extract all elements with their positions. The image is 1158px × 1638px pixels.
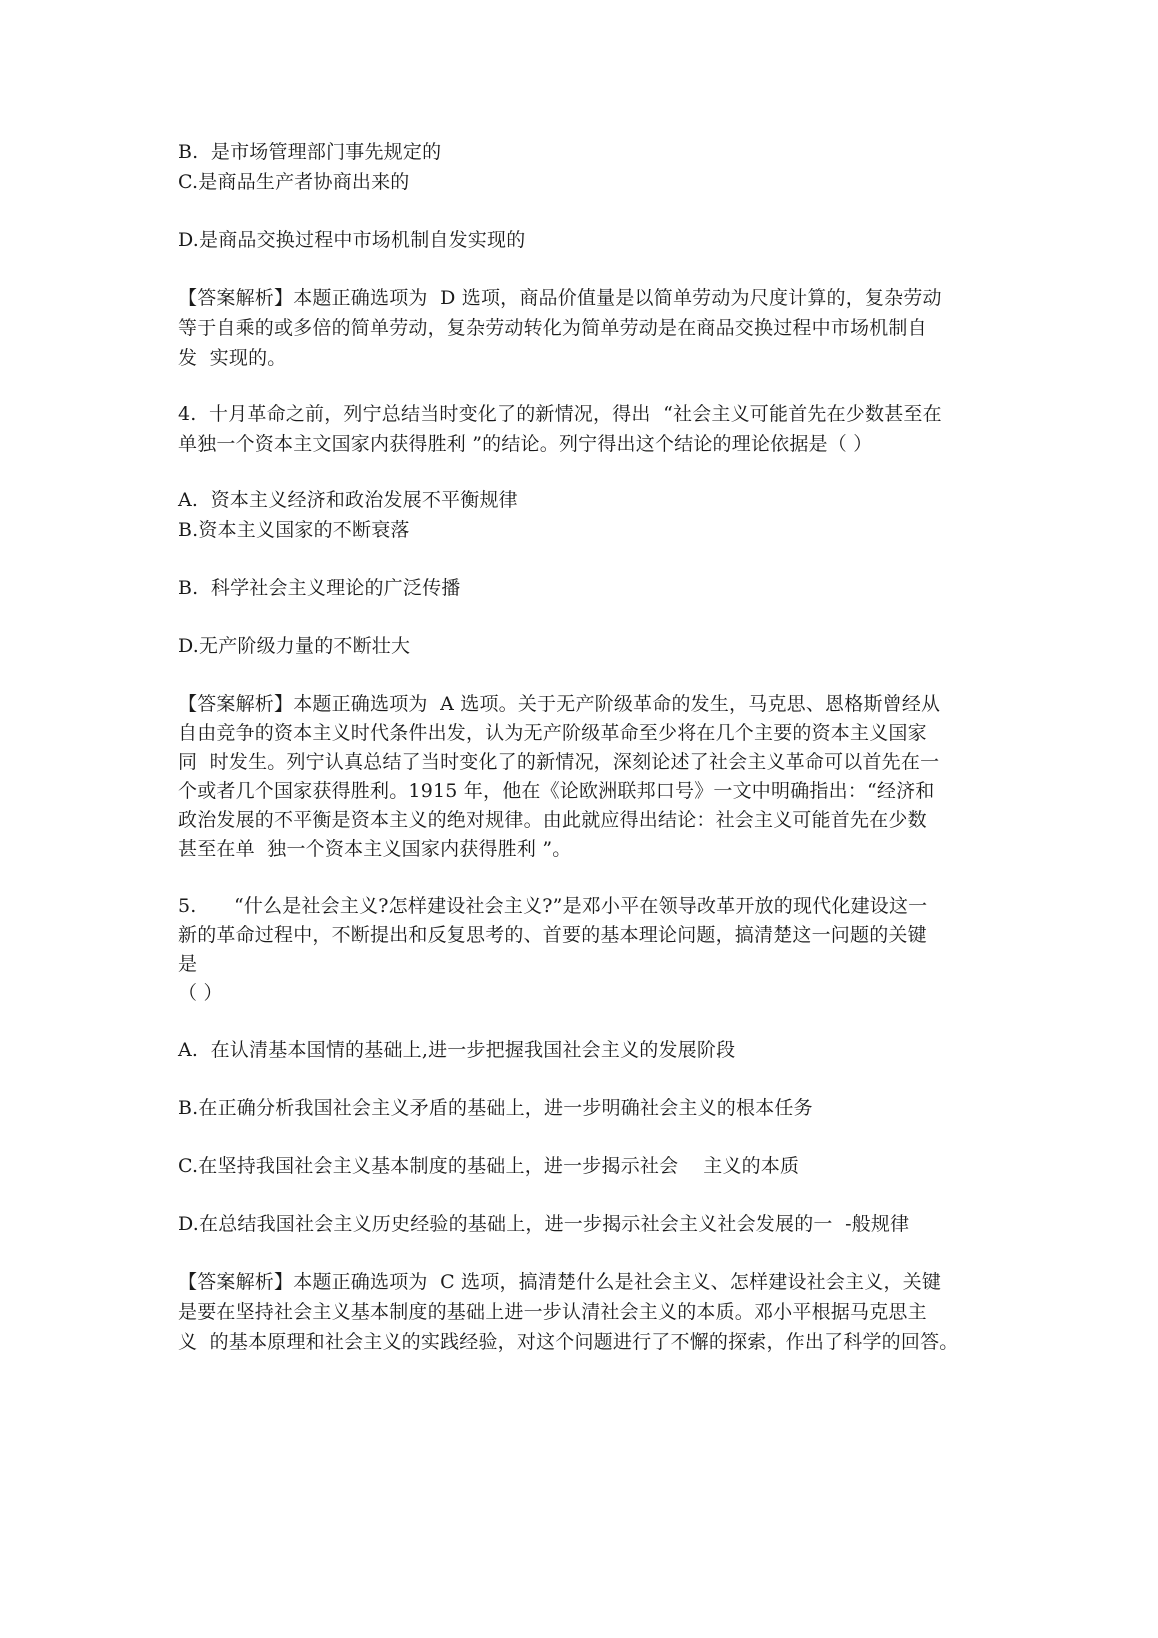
option-b-line: B.在正确分析我国社会主义矛盾的基础上，进一步明确社会主义的根本任务 xyxy=(178,1097,813,1119)
option-a-line: A. 在认清基本国情的基础上,进一步把握我国社会主义的发展阶段 xyxy=(178,1039,736,1061)
option-c-line: C.在坚持我国社会主义基本制度的基础上，进一步揭示社会 主义的本质 xyxy=(178,1155,800,1177)
option-b-line: B.资本主义国家的不断衰落 xyxy=(178,519,410,541)
answer-explanation-line: 政治发展的不平衡是资本主义的绝对规律。由此就应得出结论：社会主义可能首先在少数 xyxy=(178,809,927,831)
option-b-line: B. 科学社会主义理论的广泛传播 xyxy=(178,577,461,599)
question-5-line: （ ） xyxy=(178,982,223,1004)
option-b-line: B. 是市场管理部门事先规定的 xyxy=(178,141,442,163)
answer-explanation-line: 等于自乘的或多倍的简单劳动，复杂劳动转化为简单劳动是在商品交换过程中市场机制自 xyxy=(178,317,927,339)
answer-explanation-line: 自由竞争的资本主义时代条件出发，认为无产阶级革命至少将在几个主要的资本主义国家 xyxy=(178,722,927,744)
option-d-line: D.在总结我国社会主义历史经验的基础上，进一步揭示社会主义社会发展的一 -般规律 xyxy=(178,1213,910,1235)
answer-explanation-line: 甚至在单 独一个资本主义国家内获得胜利 ”。 xyxy=(178,838,572,860)
answer-explanation-line: 【答案解析】本题正确选项为 C 选项，搞清楚什么是社会主义、怎样建设社会主义，关键 xyxy=(178,1271,942,1293)
answer-explanation-line: 【答案解析】本题正确选项为 D 选项，商品价值量是以简单劳动为尺度计算的，复杂劳动 xyxy=(178,287,942,309)
question-4-line: 4. 十月革命之前，列宁总结当时变化了的新情况，得出 “社会主义可能首先在少数甚至在 xyxy=(178,403,942,425)
question-5-line: 5. “什么是社会主义?怎样建设社会主义?”是邓小平在领导改革开放的现代化建设这一 xyxy=(178,895,928,917)
option-c-line: C.是商品生产者协商出来的 xyxy=(178,171,410,193)
answer-explanation-line: 同 时发生。列宁认真总结了当时变化了的新情况，深刻论述了社会主义革命可以首先在一 xyxy=(178,751,940,773)
answer-explanation-line: 个或者几个国家获得胜利。1915 年，他在《论欧洲联邦口号》一文中明确指出：“经济和 xyxy=(178,780,935,802)
answer-explanation-line: 是要在坚持社会主义基本制度的基础上进一步认清社会主义的本质。邓小平根据马克思主 xyxy=(178,1301,927,1323)
question-5-line: 新的革命过程中，不断提出和反复思考的、首要的基本理论问题，搞清楚这一问题的关键 xyxy=(178,924,927,946)
answer-explanation-line: 发 实现的。 xyxy=(178,347,287,369)
answer-explanation-line: 义 的基本原理和社会主义的实践经验，对这个问题进行了不懈的探索，作出了科学的回答。 xyxy=(178,1331,959,1353)
option-d-line: D.是商品交换过程中市场机制自发实现的 xyxy=(178,229,526,251)
option-a-line: A. 资本主义经济和政治发展不平衡规律 xyxy=(178,489,518,511)
question-5-line: 是 xyxy=(178,953,198,975)
answer-explanation-line: 【答案解析】本题正确选项为 A 选项。关于无产阶级革命的发生，马克思、恩格斯曾经从 xyxy=(178,693,941,715)
option-d-line: D.无产阶级力量的不断壮大 xyxy=(178,635,411,657)
question-4-line: 单独一个资本主文国家内获得胜利 ”的结论。列宁得出这个结论的理论依据是（ ） xyxy=(178,433,873,455)
